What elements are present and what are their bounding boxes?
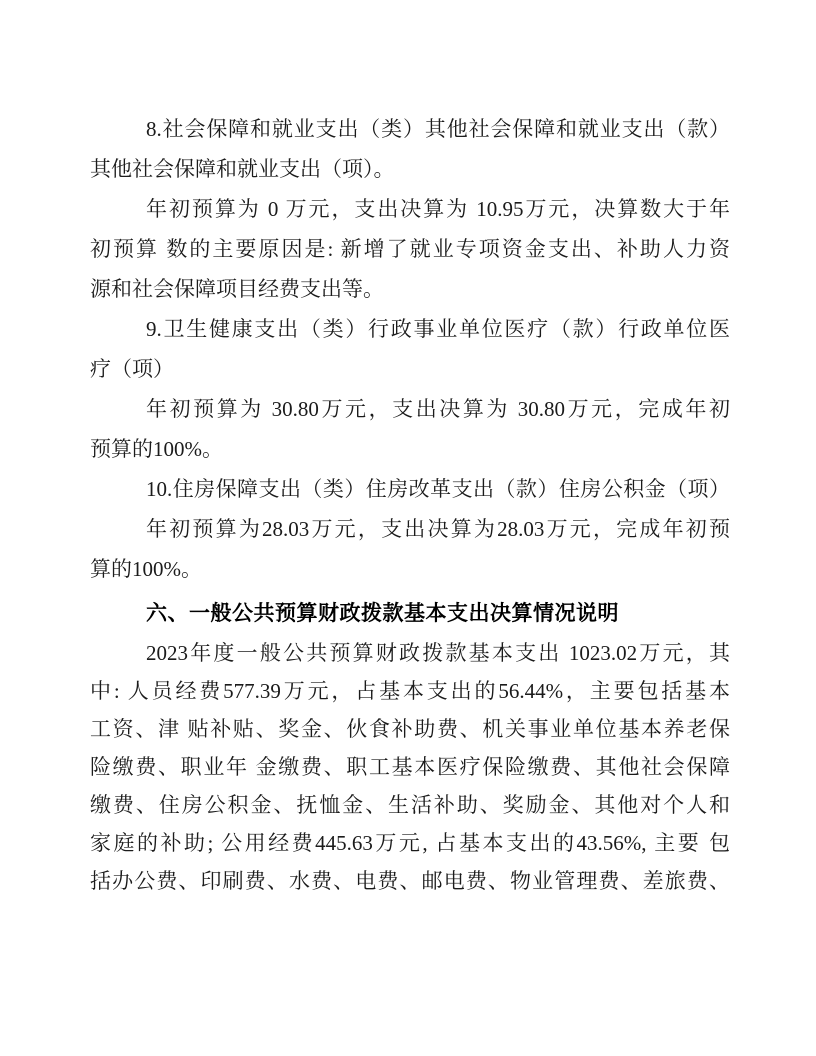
text-line: 算的100%。 (90, 557, 202, 581)
text-line: 年初预算为28.03万元，支出决算为28.03万元，完成年初预 (146, 517, 730, 541)
text-line: 其他社会保障和就业支出（项）。 (90, 157, 395, 181)
text-line: 预算的100%。 (90, 437, 223, 461)
section-heading: 六、一般公共预算财政拨款基本支出决算情况说明 (146, 602, 619, 625)
text-line: 疗（项） (90, 357, 174, 381)
text-line: 工资、津 贴补贴、奖金、伙食补助费、机关事业单位基本养老保 (90, 717, 730, 741)
text-line: 2023年度一般公共预算财政拨款基本支出 1023.02万元，其 (146, 641, 730, 665)
text-line: 9.卫生健康支出（类）行政事业单位医疗（款）行政单位医 (146, 317, 730, 341)
text-line: 中: 人员经费577.39万元，占基本支出的56.44%，主要包括基本 (90, 679, 730, 703)
text-line: 险缴费、职业年 金缴费、职工基本医疗保险缴费、其他社会保障 (90, 755, 730, 779)
text-line: 括办公费、印刷费、水费、电费、邮电费、物业管理费、差旅费、 (90, 869, 730, 893)
text-line: 源和社会保障项目经费支出等。 (90, 277, 384, 301)
text-line: 初预算 数的主要原因是: 新增了就业专项资金支出、补助人力资 (90, 237, 730, 261)
text-line: 10.住房保障支出（类）住房改革支出（款）住房公积金（项） (146, 477, 730, 501)
text-line: 年初预算为 0 万元，支出决算为 10.95万元，决算数大于年 (146, 197, 730, 221)
text-line: 家庭的补助; 公用经费445.63万元, 占基本支出的43.56%, 主要 包 (90, 831, 730, 855)
text-line: 年初预算为 30.80万元，支出决算为 30.80万元，完成年初 (146, 397, 730, 421)
document-body (90, 109, 730, 900)
text-line: 8.社会保障和就业支出（类）其他社会保障和就业支出（款） (146, 117, 730, 141)
text-line: 缴费、住房公积金、抚恤金、生活补助、奖励金、其他对个人和 (90, 793, 730, 817)
